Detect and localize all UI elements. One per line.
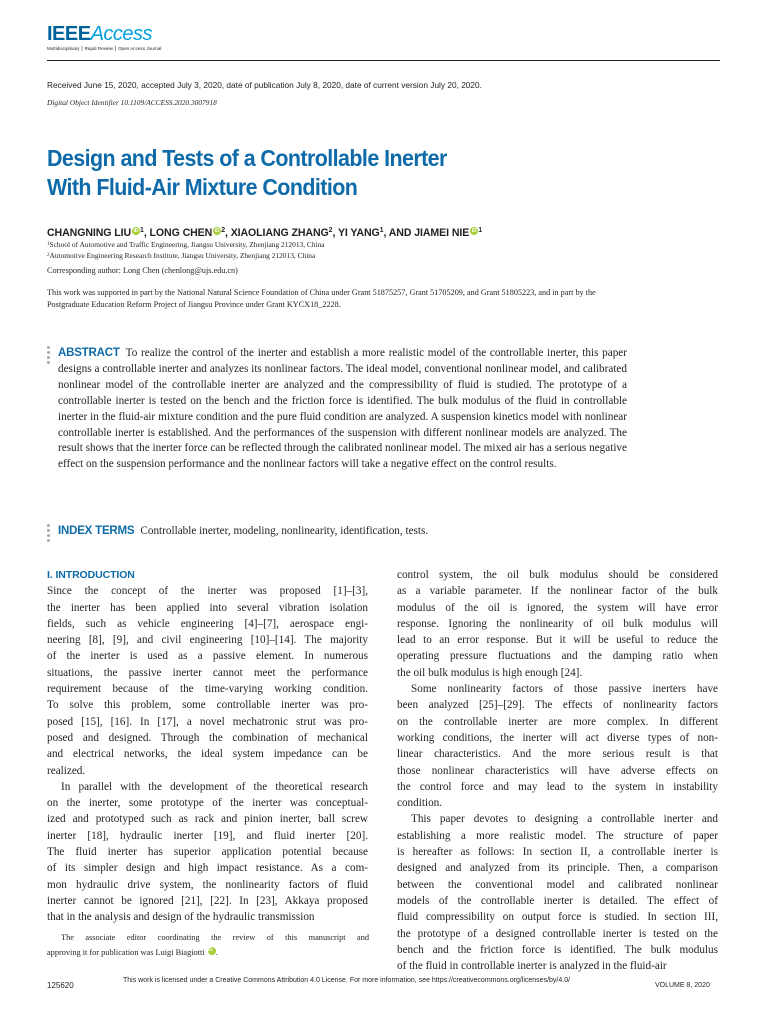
text-line: condition.: [397, 797, 443, 810]
text-line: between the conventional model and calibrated nonlinear: [397, 878, 718, 891]
doi-line: Digital Object Identifier 10.1109/ACCESS.2020.3007918: [47, 98, 217, 107]
affiliation-text: School of Automotive and Traffic Engineering, Jiangsu University, Zhenjiang 212013, China: [49, 240, 325, 249]
editor-footnote: [47, 930, 369, 961]
text-line: designed and analyzed from its principle. Then, a comparison: [397, 862, 718, 875]
text-line: The fluid inerter has superior application potential because: [47, 846, 368, 859]
text-line: of its simpler design and high impact resistance. As a com-: [47, 862, 368, 875]
header-divider: [47, 60, 720, 61]
corresponding-author: Corresponding author: Long Chen (chenlong@ujs.edu.cn): [47, 266, 238, 275]
index-terms-text: Controllable inerter, modeling, nonlinearity, identification, tests.: [140, 525, 429, 537]
index-terms-marker-icon: [47, 524, 51, 544]
text-line: models of the controllable inerter is detailed. The effect of: [397, 894, 718, 907]
volume-label: VOLUME 8, 2020: [655, 982, 710, 989]
author-affiliation-number: 2: [221, 227, 225, 234]
text-line: situations, the passive inerter cannot meet the performance: [47, 666, 368, 679]
author-name: LONG CHEN: [149, 227, 213, 239]
text-line: operating pressure fluctuations and the damping ratio when: [397, 650, 718, 663]
left-column-text: [47, 583, 368, 925]
footnote-line-2: approving it for publication was Luigi Biagiotti iD .: [47, 948, 218, 958]
page-number: 125620: [47, 981, 74, 990]
author-name: CHANGNING LIU: [47, 227, 132, 239]
text-line: the prototype of a designed controllable inerter is tested on the: [397, 927, 718, 940]
text-line: realized.: [47, 764, 86, 777]
text-line: requirement because of the time-varying working condition.: [47, 683, 368, 696]
text-line: posed [15], [16]. In [17], a novel mechatronic strut was pro-: [47, 715, 368, 728]
text-line: Some nonlinearity factors of those passive inerters have: [411, 683, 718, 696]
text-line: inerter cannot be ignored [21], [22]. In [23], Akkaya proposed: [47, 894, 368, 907]
author-name: YI YANG: [337, 227, 380, 239]
text-line: neering [8], [9], and civil engineering [10]–[14]. The majority: [47, 634, 368, 647]
received-dates: Received June 15, 2020, accepted July 3, 2020, date of publication July 8, 2020, date of current version July 20, 2020.: [47, 80, 482, 90]
text-line: control system, the oil bulk modulus should be considered: [397, 569, 718, 581]
footnote-text: approving it for publication was Luigi Biagiotti: [47, 948, 205, 958]
text-line: mon hydraulic drive system, the nonlinearity factors of fluid: [47, 878, 368, 891]
title-line-2: With Fluid-Air Mixture Condition: [47, 174, 358, 200]
text-line: posed and designed. Through the combination of mechanical: [47, 731, 368, 744]
author-separator: ,: [143, 227, 150, 239]
text-line: on the controllable inerter are more complex. In different: [397, 715, 718, 728]
text-line: linear characteristics. And the more serious result is that: [397, 748, 718, 761]
text-line: establishing a more realistic model. The structure of paper: [397, 829, 718, 842]
text-line: To solve this problem, some controllable inerter was pro-: [47, 699, 368, 712]
author-affiliation-number: 1: [478, 227, 482, 234]
abstract-text: To realize the control of the inerter and establish a more realistic model of the controllable inerter, this paper designs a controllable inerter and analyzes its nonlinear factors. The ideal model, conventional nonlinear model, and calibrated nonlinear model of the controllable inerter are analyzed and the compressibility of fluid is studied. The prototype of a controllable inerter is tested on the bench and the friction force is identified. The bulk modulus of the fluid in controllable inerter in the fluid-air mixture condition and the pure fluid condition are analyzed. A suspension kinetics model with nonlinear controllable inerter is established. And the performances of the suspension with different nonlinear models are analyzed. The result shows that the inerter force can be reflected through the calibrated nonlinear model. The mixed air has a serious negative effect on the suspension performance and the nonlinear factors will take a negative effect on the control results.: [58, 347, 627, 471]
text-line: on the inerter, some prototype of the inerter was conceptual-: [47, 797, 368, 810]
text-line: bench and the friction force is identified. The bulk modulus: [397, 943, 718, 956]
text-line: fields, such as vehicle engineering [4]–[7], aerospace engi-: [47, 617, 368, 630]
orcid-icon: iD: [208, 947, 216, 955]
text-line: of the fluid in controllable inerter is analyzed in the fluid-air: [397, 960, 667, 973]
right-column: [397, 567, 718, 974]
orcid-icon: iD: [133, 228, 139, 234]
affiliation-number: 2: [47, 253, 50, 258]
abstract: [58, 346, 627, 473]
paper-title: [47, 144, 611, 202]
abstract-marker-icon: [47, 346, 51, 366]
author-name: JIAMEI NIE: [414, 227, 470, 239]
text-line: that in the analysis and design of the hydraulic transmission: [47, 911, 315, 924]
index-terms-label: INDEX TERMS: [58, 525, 135, 537]
text-line: been analyzed [25]–[29]. The effects of nonlinearity factors: [397, 699, 718, 712]
text-line: and electrical networks, the ideal system impedance can be: [47, 748, 368, 761]
text-line: ized and prototyped such as rack and pinion inerter, ball screw: [47, 813, 368, 826]
author-list: [47, 227, 482, 239]
text-line: response. Ignoring the nonlinearity of oil bulk modulus will: [397, 617, 718, 630]
text-line: In parallel with the development of the theoretical research: [61, 780, 368, 793]
left-column: [47, 567, 368, 926]
index-terms: [58, 524, 627, 540]
right-column-text: [397, 567, 718, 974]
text-line: This paper devotes to designing a controllable inerter and: [411, 813, 718, 826]
text-line: Since the concept of the inerter was proposed [1]–[3],: [47, 585, 368, 598]
author-separator: ,: [332, 227, 338, 239]
text-line: the inerter has been applied into several vibration isolation: [47, 601, 368, 614]
affiliation-number: 1: [47, 242, 50, 247]
journal-logo: [47, 24, 161, 52]
text-line: of the inerter is used as a passive element. In numerous: [47, 650, 368, 663]
text-line: as a variable parameter. If the nonlinear factor of the bulk: [397, 585, 718, 598]
text-line: modulus of the oil is ignored, the system will have error: [397, 601, 718, 614]
abstract-label: ABSTRACT: [58, 347, 120, 359]
text-line: the oil bulk modulus is high enough [24].: [397, 666, 583, 679]
journal-tagline: Multidisciplinary ⎮ Rapid Review ⎮ Open Access Journal: [47, 46, 162, 51]
footnote-line-1: The associate editor coordinating the review of this manuscript and: [61, 933, 369, 942]
author-affiliation-number: 1: [379, 227, 384, 234]
author-separator: ,: [225, 227, 231, 239]
text-line: is hereafter as follows: In section II, a controllable inerter is: [397, 846, 718, 859]
text-line: those nonlinear characteristics will have adverse effects on: [397, 764, 718, 777]
author-affiliation-number: 1: [140, 227, 144, 234]
affiliation-1: [47, 240, 325, 249]
logo-access: Access: [90, 23, 153, 45]
text-line: lead to an error response. But it will be useful to reduce the: [397, 634, 718, 647]
text-line: working conditions, the inerter will act diverse types of non-: [397, 731, 718, 744]
title-line-1: Design and Tests of a Controllable Inerter: [47, 145, 447, 171]
affiliation-2: [47, 251, 315, 260]
logo-ieee: IEEE: [47, 23, 91, 45]
orcid-icon: iD: [214, 228, 220, 234]
text-line: inerter [18], hydraulic inerter [19], and fluid inerter [20].: [47, 829, 368, 842]
author-affiliation-number: 2: [328, 227, 333, 234]
affiliation-text: Automotive Engineering Research Institute, Jiangsu University, Zhenjiang 212013, China: [49, 251, 316, 260]
text-line: the control force and may lead to the system in instability: [397, 780, 718, 793]
orcid-icon: iD: [471, 228, 477, 234]
text-line: fluid compressibility on output force is studied. In section III,: [397, 911, 718, 924]
author-separator: , AND: [383, 227, 415, 239]
section-heading: I. INTRODUCTION: [47, 569, 135, 581]
license-note: This work is licensed under a Creative Commons Attribution 4.0 License. For more information, see https://creativecommons.org/licenses/by/4.0/: [123, 977, 571, 984]
author-name: XIAOLIANG ZHANG: [230, 227, 329, 239]
funding-note: This work was supported in part by the National Natural Science Foundation of China under Grant 51875257, Grant 51705209, and Grant 51805223, and in part by the Postgraduate Education Reform Project of Jiangsu Province under Grant KYCX18_2228.: [47, 288, 596, 309]
